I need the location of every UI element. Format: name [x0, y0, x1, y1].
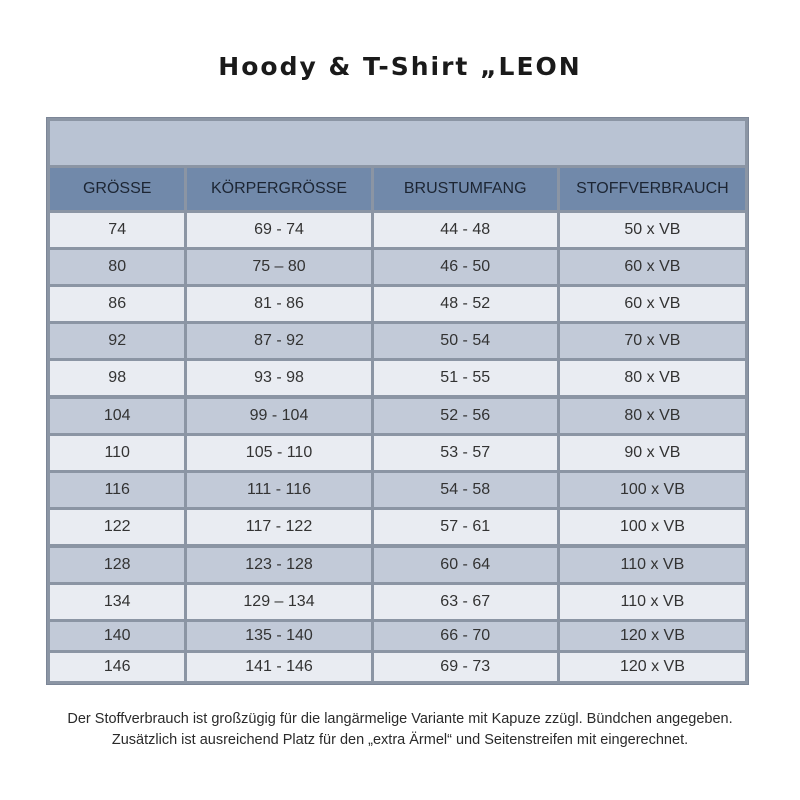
cell-chest: 51 - 55 — [374, 361, 557, 395]
cell-body-height: 141 - 146 — [187, 653, 370, 681]
table-row — [50, 399, 745, 433]
cell-fabric: 110 x VB — [560, 585, 745, 619]
cell-size: 128 — [50, 548, 184, 582]
cell-size: 134 — [50, 585, 184, 619]
cell-size: 98 — [50, 361, 184, 395]
table-top-band — [50, 121, 745, 165]
cell-size: 122 — [50, 510, 184, 544]
cell-size: 146 — [50, 653, 184, 681]
cell-body-height: 105 - 110 — [187, 436, 370, 470]
cell-fabric: 50 x VB — [560, 213, 745, 247]
cell-chest: 60 - 64 — [374, 548, 557, 582]
table-row — [50, 585, 745, 619]
cell-body-height: 135 - 140 — [187, 622, 370, 650]
cell-body-height: 75 – 80 — [187, 250, 370, 284]
cell-fabric: 120 x VB — [560, 622, 745, 650]
cell-fabric: 100 x VB — [560, 510, 745, 544]
table-row — [50, 324, 745, 358]
cell-fabric: 80 x VB — [560, 361, 745, 395]
cell-chest: 53 - 57 — [374, 436, 557, 470]
cell-body-height: 87 - 92 — [187, 324, 370, 358]
table-row — [50, 361, 745, 395]
cell-size: 104 — [50, 399, 184, 433]
cell-chest: 66 - 70 — [374, 622, 557, 650]
table-row — [50, 436, 745, 470]
cell-fabric: 90 x VB — [560, 436, 745, 470]
table-row — [50, 473, 745, 507]
cell-chest: 50 - 54 — [374, 324, 557, 358]
cell-body-height: 93 - 98 — [187, 361, 370, 395]
cell-chest: 46 - 50 — [374, 250, 557, 284]
cell-size: 110 — [50, 436, 184, 470]
cell-body-height: 129 – 134 — [187, 585, 370, 619]
cell-chest: 52 - 56 — [374, 399, 557, 433]
header-brustumfang: BRUSTUMFANG — [374, 168, 557, 210]
cell-size: 140 — [50, 622, 184, 650]
footnote-line-2: Zusätzlich ist ausreichend Platz für den „extra Ärmel“ und Seitenstreifen mit eingerechnet. — [111, 732, 689, 748]
cell-chest: 57 - 61 — [374, 510, 557, 544]
cell-fabric: 60 x VB — [560, 287, 745, 321]
page-title: Hoody & T-Shirt „LEON — [218, 52, 582, 81]
cell-fabric: 110 x VB — [560, 548, 745, 582]
cell-chest: 44 - 48 — [374, 213, 557, 247]
cell-size: 74 — [50, 213, 184, 247]
cell-chest: 69 - 73 — [374, 653, 557, 681]
header-groesse: GRÖSSE — [50, 168, 184, 210]
cell-body-height: 123 - 128 — [187, 548, 370, 582]
table-row — [50, 250, 745, 284]
cell-fabric: 80 x VB — [560, 399, 745, 433]
header-stoffverbrauch: STOFFVERBRAUCH — [560, 168, 745, 210]
cell-size: 80 — [50, 250, 184, 284]
table-row — [50, 548, 745, 582]
cell-size: 92 — [50, 324, 184, 358]
cell-size: 86 — [50, 287, 184, 321]
table-header-row — [50, 168, 745, 210]
cell-body-height: 117 - 122 — [187, 510, 370, 544]
table-row — [50, 510, 745, 544]
cell-body-height: 69 - 74 — [187, 213, 370, 247]
table-row — [50, 653, 745, 681]
cell-body-height: 81 - 86 — [187, 287, 370, 321]
cell-fabric: 60 x VB — [560, 250, 745, 284]
cell-chest: 63 - 67 — [374, 585, 557, 619]
footnote — [0, 709, 800, 751]
header-koerpergroesse: KÖRPERGRÖSSE — [187, 168, 370, 210]
cell-chest: 48 - 52 — [374, 287, 557, 321]
cell-size: 116 — [50, 473, 184, 507]
cell-body-height: 99 - 104 — [187, 399, 370, 433]
cell-chest: 54 - 58 — [374, 473, 557, 507]
footnote-line-1: Der Stoffverbrauch ist großzügig für die langärmelige Variante mit Kapuze zzügl. Bündchen angegeben. — [67, 711, 733, 727]
table-row — [50, 622, 745, 650]
table-row — [50, 213, 745, 247]
cell-body-height: 111 - 116 — [187, 473, 370, 507]
cell-fabric: 100 x VB — [560, 473, 745, 507]
size-table — [46, 117, 749, 685]
table-row — [50, 287, 745, 321]
cell-fabric: 70 x VB — [560, 324, 745, 358]
cell-fabric: 120 x VB — [560, 653, 745, 681]
